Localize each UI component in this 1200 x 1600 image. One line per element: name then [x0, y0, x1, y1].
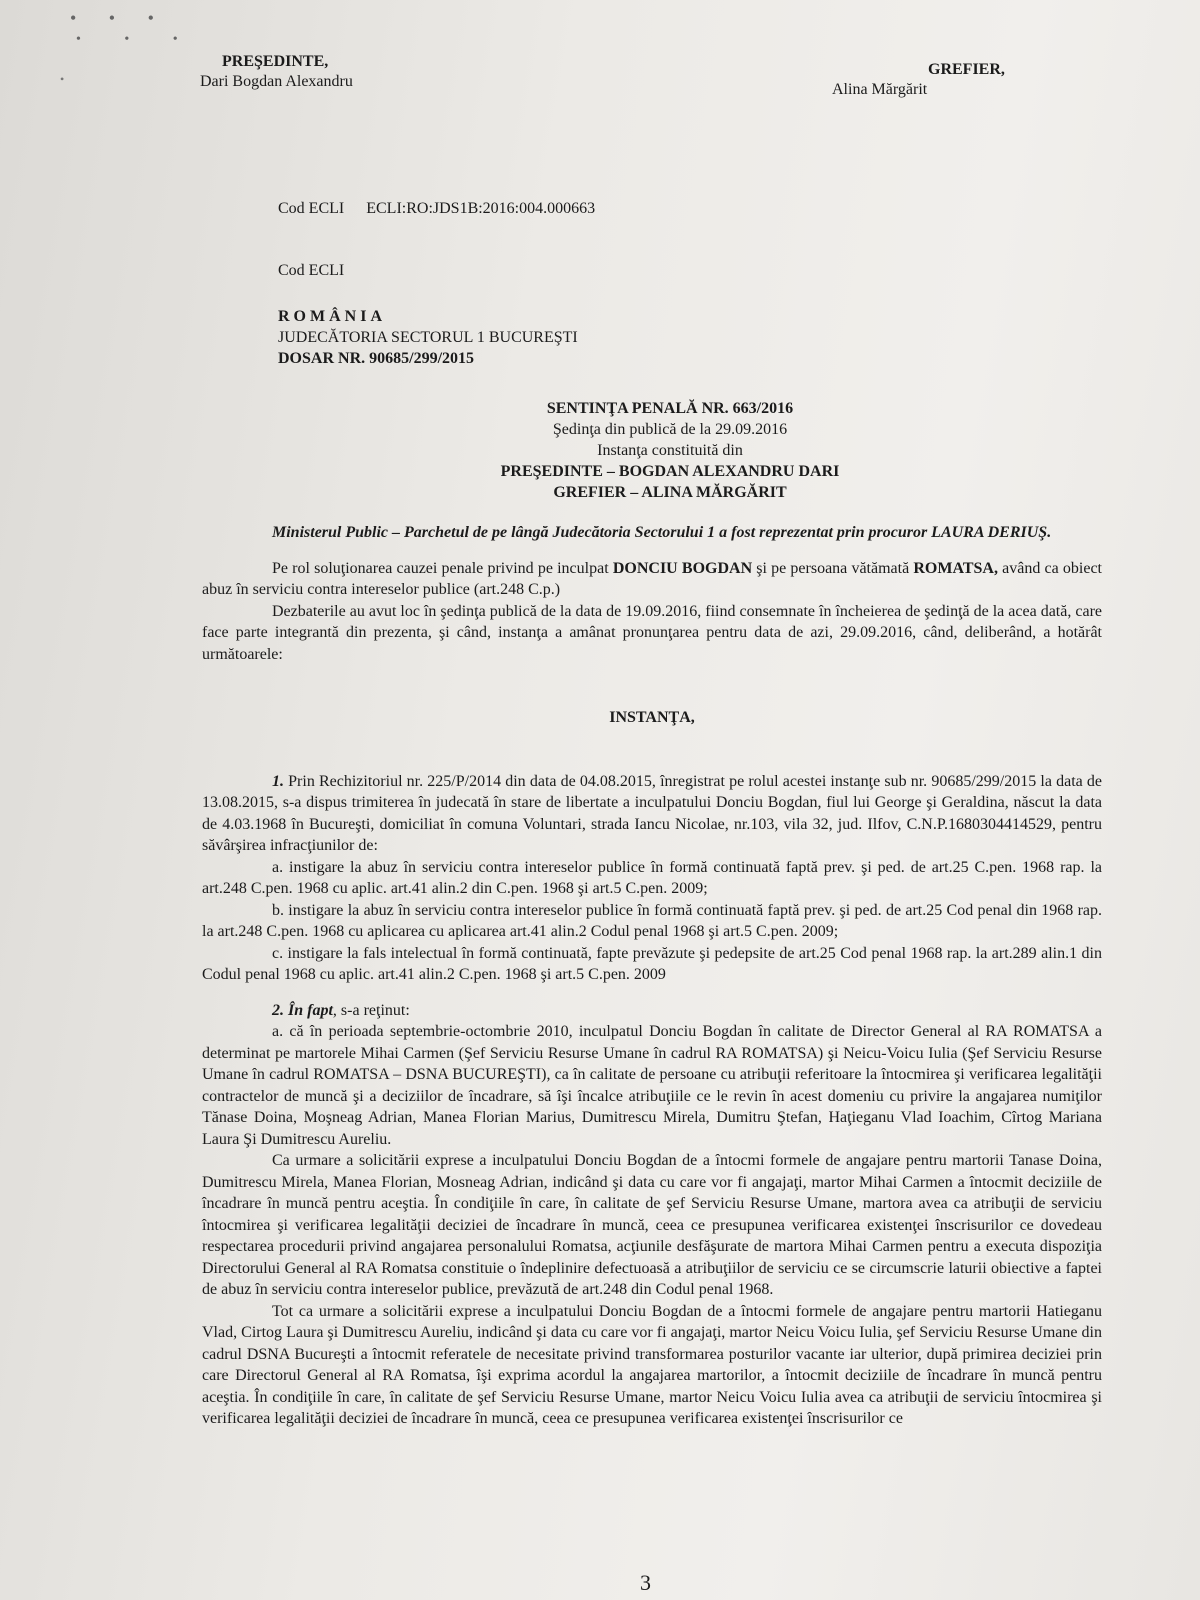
margin-dots: • • • — [70, 8, 168, 28]
clerk-role: GREFIER, — [928, 61, 1005, 78]
paragraph-4: Tot ca urmare a solicitării exprese a inculpatului Donciu Bogdan de a întocmi formele de angajare pentru martorii Hatieganu Vlad, Cirtog Laura şi Dumitrescu Aureliu, indicând şi data cu care vor fi angajaţi, martor Neicu Voicu Iulia, şef Serviciu Resurse Umane din cadrul DSNA Bucureşti a întocmit referatele de necesitate privind transformarea posturilor vacante iar ulterior, după primirea deciziei prin care Directorul General al RA Romatsa, îşi exprima acordul la angajarea martorilor, a întocmit deciziile de încadrare în muncă pentru aceştia. În condiţiile în care, în calitate de şef Serviciu Resurse Umane, martor Neicu Voicu Iulia avea ca atribuţii de serviciu întocmirea şi verificarea legalităţii deciziei de încadrare în muncă, ceea ce presupunea verificarea existenţei înscrisurilor ce — [202, 1302, 1102, 1427]
ecli-label-2: Cod ECLI — [278, 262, 345, 279]
ministry-paragraph: Ministerul Public – Parchetul de pe lângă Judecătoria Sectorului 1 a fost reprezentat prin procuror LAURA DERIUŞ. — [272, 524, 1052, 541]
session-date: Şedinţa din publică de la 29.09.2016 — [552, 421, 788, 438]
president-role: PREŞEDINTE, — [222, 53, 329, 70]
debates-paragraph: Dezbaterile au avut loc în şedinţa publică de la data de 19.09.2016, fiind consemnate în încheierea de şedinţă de la acea dată, care face parte integrantă din prezenta, şi când, instanţa a amânat pronunţarea pentru data de azi, 29.09.2016, când, deliberând, a hotărât următoarele: — [202, 602, 1102, 663]
signature-president — [200, 52, 353, 92]
defendant-name: DONCIU BOGDAN — [612, 559, 753, 577]
sentence-title: SENTINŢA PENALĂ NR. 663/2016 — [546, 400, 794, 417]
ecli-line — [278, 200, 595, 218]
country: ROMÂNIA — [278, 308, 386, 325]
clerk-name: Alina Mărgărit — [832, 81, 928, 98]
president-name: Dari Bogdan Alexandru — [200, 73, 353, 90]
case-number: DOSAR NR. 90685/299/2015 — [278, 350, 475, 367]
margin-dot: • — [60, 72, 65, 86]
paragraph-2a: a. că în perioada septembrie-octombrie 2010, inculpatul Donciu Bogdan în calitate de Director General al RA ROMATSA a determinat pe martorele Mihai Carmen (Şef Serviciu Resurse Umane în cadrul RA ROMATSA) şi Neicu-Voicu Iulia (Şef Serviciu Resurse Umane în cadrul ROMATSA – DSNA BUCUREŞTI), ca în calitate de persoane cu atribuţii referitoare la întocmirea şi verificarea legalităţii contractelor de muncă şi a deciziilor de încadrare, să îşi încalce atribuţiile ce le revin în acest domeniu cu privire la angajarea numiţilor Tănase Doina, Moşneag Adrian, Manea Florian Marius, Dumitrescu Mirela, Dumitru Ştefan, Haţieganu Vlad Ioachim, Cîrtog Mariana Laura Şi Dumitrescu Aureliu. — [202, 1023, 1102, 1148]
panel-clerk: GREFIER – ALINA MĂRGĂRIT — [553, 484, 787, 501]
ecli-label: Cod ECLI — [278, 200, 345, 217]
sentence-header — [480, 398, 860, 503]
ecli-line-2 — [278, 262, 344, 280]
charge-b: b. instigare la abuz în serviciu contra intereselor publice în formă continuată faptă prev. şi ped. de art.25 Cod penal din 1968 rap. la art.248 C.pen. 1968 cu aplicarea cu aplicarea art.41 alin.2 Codul penal 1968 şi art.5 C.pen. 2009; — [202, 901, 1102, 940]
instanta-heading: INSTANŢA, — [609, 709, 695, 726]
court-header — [278, 306, 578, 369]
rol-paragraph: Pe rol soluţionarea cauzei penale privind pe inculpat DONCIU BOGDAN şi pe persoana vătămată ROMATSA, având ca obiect abuz în serviciu contra intereselor publice (art.248 C.p.) — [202, 559, 1102, 598]
court-name: JUDECĂTORIA SECTORUL 1 BUCUREŞTI — [278, 329, 578, 346]
paragraph-1: 1. Prin Rechizitoriul nr. 225/P/2014 din data de 04.08.2015, înregistrat pe rolul acestei instanţe sub nr. 90685/299/2015 la data de 13.08.2015, s-a dispus trimiterea în judecată în stare de libertate a inculpatului Donciu Bogdan, fiul lui George şi Geraldina, născut la data de 4.03.1968 în Bucureşti, domiciliat în comuna Voluntari, strada Iancu Nicolae, nr.103, vila 32, jud. Ilfov, C.N.P.1680304414529, pentru săvârşirea infracţiunilor de: — [202, 772, 1102, 854]
ecli-value: ECLI:RO:JDS1B:2016:004.000663 — [366, 200, 596, 217]
document-body — [202, 522, 1102, 1430]
victim-name: ROMATSA, — [913, 559, 998, 577]
court-constituted: Instanţa constituită din — [597, 442, 743, 459]
paragraph-3: Ca urmare a solicitării exprese a inculpatului Donciu Bogdan de a întocmi formele de angajare pentru martorii Tanase Doina, Dumitrescu Mirela, Manea Florian, Mosneag Adrian, indicând şi data cu care vor fi angajaţi, martor Mihai Carmen a întocmit deciziile de încadrare în muncă pentru aceştia. În condiţiile în care, în calitate de şef Serviciu Resurse Umane, martora avea ca atribuţii de serviciu întocmirea şi verificarea legalităţii deciziei de încadrare în muncă, ceea ce presupunea verificarea existenţei înscrisurilor ce dovedeau respectarea procedurii privind angajarea personalului Romatsa, acţiunile desfăşurate de martora Mihai Carmen pentru a executa dispoziţia Directorului General al RA Romatsa constituie o îndeplinire defectuoasă a atribuţiilor de serviciu ce se circumscrie laturii obiective a faptei de abuz în serviciu contra intereselor publice, prevăzută de art.248 din Codul penal 1968. — [202, 1152, 1102, 1298]
panel-president: PREŞEDINTE – BOGDAN ALEXANDRU DARI — [500, 463, 840, 480]
paragraph-2: 2. În fapt, s-a reţinut: — [272, 1001, 410, 1019]
signature-clerk — [832, 60, 1005, 100]
charge-a: a. instigare la abuz în serviciu contra intereselor publice în formă continuată faptă prev. şi ped. de art.25 C.pen. 1968 rap. la art.248 C.pen. 1968 cu aplic. art.41 alin.2 din C.pen. 1968 şi art.5 C.pen. 2009; — [202, 858, 1102, 897]
page-number: 3 — [640, 1570, 651, 1595]
margin-dots: • • • — [76, 32, 198, 47]
charge-c: c. instigare la fals intelectual în formă continuată, fapte prevăzute şi pedepsite de art.25 Cod penal 1968 rap. la art.289 alin.1 din Codul penal 1968 cu aplic. art.41 alin.2 C.pen. 1968 şi art.5 C.pen. 2009 — [202, 944, 1102, 983]
